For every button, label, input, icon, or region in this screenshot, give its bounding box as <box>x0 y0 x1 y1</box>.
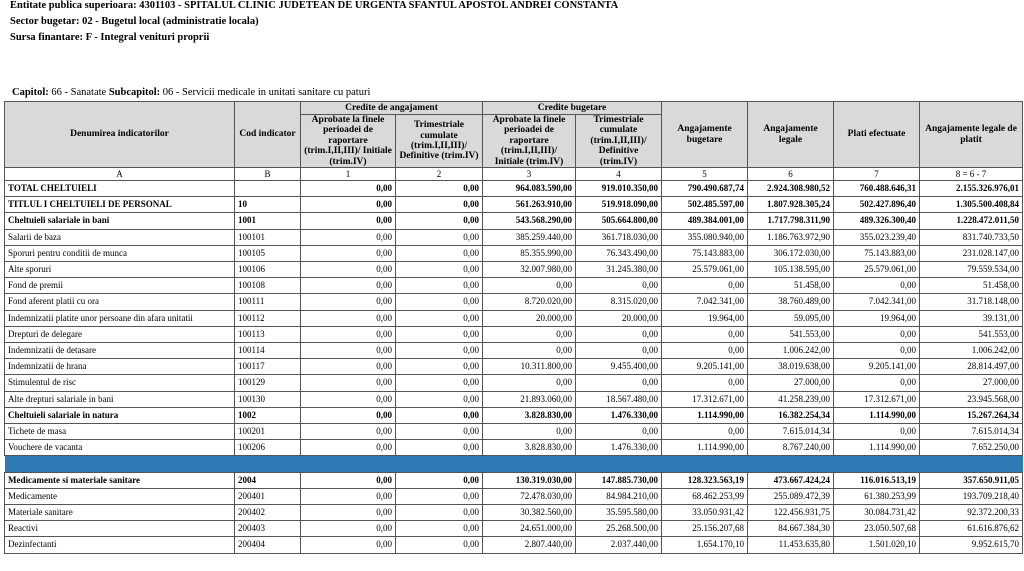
value-cell-c3: 130.319.030,00 <box>483 472 576 488</box>
value-cell-c8: 27.000,00 <box>920 375 1023 391</box>
value-cell-c8: 1.305.500.408,84 <box>920 197 1023 213</box>
value-cell-c4: 919.010.350,00 <box>576 181 662 197</box>
indicator-code-cell: 100111 <box>235 294 301 310</box>
value-cell-c3: 3.828.830,00 <box>483 440 576 456</box>
value-cell-c7: 116.016.513,19 <box>834 472 920 488</box>
indicator-name-cell: Tichete de masa <box>5 424 235 440</box>
value-cell-c6: 2.924.308.980,52 <box>748 181 834 197</box>
value-cell-c5: 75.143.883,00 <box>662 245 748 261</box>
value-cell-c8: 61.616.876,62 <box>920 521 1023 537</box>
value-cell-c5: 1.654.170,10 <box>662 537 748 553</box>
value-cell-c2: 0,00 <box>396 537 483 553</box>
value-cell-c2: 0,00 <box>396 326 483 342</box>
indicator-name-cell: Reactivi <box>5 521 235 537</box>
value-cell-c8: 831.740.733,50 <box>920 229 1023 245</box>
value-cell-c4: 361.718.030,00 <box>576 229 662 245</box>
table-row <box>5 197 1023 213</box>
value-cell-c8: 15.267.264,34 <box>920 407 1023 423</box>
col-header-ang-bugetare: Angajamente bugetare <box>662 102 748 168</box>
value-cell-c7: 502.427.896,40 <box>834 197 920 213</box>
value-cell-c7: 25.579.061,00 <box>834 262 920 278</box>
value-cell-c2: 0,00 <box>396 391 483 407</box>
value-cell-c1: 0,00 <box>301 472 396 488</box>
value-cell-c7: 1.114.990,00 <box>834 440 920 456</box>
value-cell-c3: 385.259.440,00 <box>483 229 576 245</box>
value-cell-c3: 3.828.830,00 <box>483 407 576 423</box>
value-cell-c4: 8.315.020,00 <box>576 294 662 310</box>
value-cell-c1: 0,00 <box>301 359 396 375</box>
indicator-code-cell: 100114 <box>235 343 301 359</box>
value-cell-c7: 7.042.341,00 <box>834 294 920 310</box>
value-cell-c1: 0,00 <box>301 521 396 537</box>
indicator-code-cell: 200401 <box>235 488 301 504</box>
table-row <box>5 440 1023 456</box>
value-cell-c3: 0,00 <box>483 424 576 440</box>
value-cell-c4: 2.037.440,00 <box>576 537 662 553</box>
value-cell-c2: 0,00 <box>396 229 483 245</box>
separator-band <box>5 456 1023 472</box>
indicator-name-cell: Medicamente si materiale sanitare <box>5 472 235 488</box>
value-cell-c6: 1.006.242,00 <box>748 343 834 359</box>
table-row <box>5 537 1023 553</box>
value-cell-c1: 0,00 <box>301 375 396 391</box>
value-cell-c4: 84.984.210,00 <box>576 488 662 504</box>
indicator-code-cell: 100206 <box>235 440 301 456</box>
value-cell-c4: 1.476.330,00 <box>576 407 662 423</box>
indicator-name-cell: Alte sporuri <box>5 262 235 278</box>
col-header-trim-ang: Trimestriale cumulate (trim.I,II,III)/ Definitive (trim.IV) <box>396 115 483 168</box>
value-cell-c6: 16.382.254,34 <box>748 407 834 423</box>
value-cell-c1: 0,00 <box>301 262 396 278</box>
value-cell-c7: 0,00 <box>834 424 920 440</box>
value-cell-c6: 41.258.239,00 <box>748 391 834 407</box>
indicator-name-cell: Cheltuieli salariale in bani <box>5 213 235 229</box>
value-cell-c2: 0,00 <box>396 505 483 521</box>
value-cell-c6: 11.453.635,80 <box>748 537 834 553</box>
value-cell-c2: 0,00 <box>396 310 483 326</box>
value-cell-c2: 0,00 <box>396 521 483 537</box>
value-cell-c7: 0,00 <box>834 326 920 342</box>
value-cell-c1: 0,00 <box>301 505 396 521</box>
value-cell-c2: 0,00 <box>396 262 483 278</box>
funding-source-line: Sursa finantare: F - Integral venituri proprii <box>10 32 210 43</box>
col-header-code: Cod indicator <box>235 102 301 168</box>
value-cell-c7: 760.488.646,31 <box>834 181 920 197</box>
value-cell-c2: 0,00 <box>396 213 483 229</box>
value-cell-c8: 1.228.472.011,50 <box>920 213 1023 229</box>
value-cell-c2: 0,00 <box>396 359 483 375</box>
value-cell-c8: 9.952.615,70 <box>920 537 1023 553</box>
value-cell-c5: 25.579.061,00 <box>662 262 748 278</box>
indicator-name-cell: Stimulentul de risc <box>5 375 235 391</box>
value-cell-c2: 0,00 <box>396 440 483 456</box>
value-cell-c4: 9.455.400,00 <box>576 359 662 375</box>
value-cell-c8: 79.559.534,00 <box>920 262 1023 278</box>
value-cell-c3: 0,00 <box>483 343 576 359</box>
table-row <box>5 472 1023 488</box>
value-cell-c1: 0,00 <box>301 245 396 261</box>
indicator-code-cell: 100108 <box>235 278 301 294</box>
value-cell-c5: 1.114.990,00 <box>662 407 748 423</box>
value-cell-c1: 0,00 <box>301 537 396 553</box>
value-cell-c5: 68.462.253,99 <box>662 488 748 504</box>
value-cell-c2: 0,00 <box>396 278 483 294</box>
indicator-code-cell: 100113 <box>235 326 301 342</box>
indicator-name-cell: Salarii de baza <box>5 229 235 245</box>
value-cell-c3: 21.893.060,00 <box>483 391 576 407</box>
indicator-name-cell: Materiale sanitare <box>5 505 235 521</box>
value-cell-c7: 355.023.239,40 <box>834 229 920 245</box>
value-cell-c3: 0,00 <box>483 278 576 294</box>
value-cell-c1: 0,00 <box>301 278 396 294</box>
table-row <box>5 391 1023 407</box>
table-row <box>5 213 1023 229</box>
indicator-name-cell: TITLUL I CHELTUIELI DE PERSONAL <box>5 197 235 213</box>
indicator-name-cell: Medicamente <box>5 488 235 504</box>
value-cell-c8: 357.650.911,05 <box>920 472 1023 488</box>
value-cell-c1: 0,00 <box>301 229 396 245</box>
value-cell-c3: 20.000,00 <box>483 310 576 326</box>
value-cell-c7: 1.501.020,10 <box>834 537 920 553</box>
value-cell-c4: 76.343.490,00 <box>576 245 662 261</box>
value-cell-c5: 0,00 <box>662 375 748 391</box>
indicator-name-cell: Sporuri pentru conditii de munca <box>5 245 235 261</box>
table-row <box>5 326 1023 342</box>
value-cell-c2: 0,00 <box>396 294 483 310</box>
value-cell-c6: 541.553,00 <box>748 326 834 342</box>
value-cell-c3: 543.568.290,00 <box>483 213 576 229</box>
value-cell-c6: 1.807.928.305,24 <box>748 197 834 213</box>
group-header-bugetare: Credite bugetare <box>483 102 662 115</box>
indicator-name-cell: Indemnizatii de hrana <box>5 359 235 375</box>
value-cell-c4: 519.918.090,00 <box>576 197 662 213</box>
value-cell-c6: 84.667.384,30 <box>748 521 834 537</box>
value-cell-c4: 0,00 <box>576 278 662 294</box>
value-cell-c6: 255.089.472,39 <box>748 488 834 504</box>
table-row <box>5 407 1023 423</box>
column-letter: 3 <box>483 168 576 181</box>
value-cell-c3: 32.007.980,00 <box>483 262 576 278</box>
column-letter: 5 <box>662 168 748 181</box>
table-row <box>5 294 1023 310</box>
value-cell-c5: 790.490.687,74 <box>662 181 748 197</box>
value-cell-c5: 25.156.207,68 <box>662 521 748 537</box>
value-cell-c5: 0,00 <box>662 343 748 359</box>
value-cell-c4: 20.000,00 <box>576 310 662 326</box>
value-cell-c3: 0,00 <box>483 375 576 391</box>
indicator-name-cell: Indemnizatii platite unor persoane din afara unitatii <box>5 310 235 326</box>
indicator-name-cell: Cheltuieli salariale in natura <box>5 407 235 423</box>
value-cell-c7: 0,00 <box>834 278 920 294</box>
value-cell-c7: 17.312.671,00 <box>834 391 920 407</box>
value-cell-c5: 17.312.671,00 <box>662 391 748 407</box>
chapter-label: Capitol: <box>12 87 49 98</box>
value-cell-c1: 0,00 <box>301 424 396 440</box>
group-header-angajament: Credite de angajament <box>301 102 483 115</box>
subchapter-label: Subcapitol: <box>108 87 161 98</box>
value-cell-c4: 505.664.800,00 <box>576 213 662 229</box>
value-cell-c4: 35.595.580,00 <box>576 505 662 521</box>
value-cell-c8: 51.458,00 <box>920 278 1023 294</box>
table-row <box>5 505 1023 521</box>
value-cell-c6: 38.019.638,00 <box>748 359 834 375</box>
indicator-code-cell <box>235 181 301 197</box>
value-cell-c7: 30.084.731,42 <box>834 505 920 521</box>
value-cell-c1: 0,00 <box>301 310 396 326</box>
column-letter-row <box>5 168 1023 181</box>
value-cell-c2: 0,00 <box>396 375 483 391</box>
value-cell-c8: 39.131,00 <box>920 310 1023 326</box>
value-cell-c5: 9.205.141,00 <box>662 359 748 375</box>
column-letter: B <box>235 168 301 181</box>
value-cell-c4: 0,00 <box>576 326 662 342</box>
value-cell-c8: 28.814.497,00 <box>920 359 1023 375</box>
table-row <box>5 521 1023 537</box>
value-cell-c1: 0,00 <box>301 407 396 423</box>
value-cell-c6: 38.760.489,00 <box>748 294 834 310</box>
value-cell-c3: 0,00 <box>483 326 576 342</box>
indicator-code-cell: 100201 <box>235 424 301 440</box>
value-cell-c8: 92.372.200,33 <box>920 505 1023 521</box>
value-cell-c5: 7.042.341,00 <box>662 294 748 310</box>
indicator-code-cell: 100101 <box>235 229 301 245</box>
value-cell-c2: 0,00 <box>396 197 483 213</box>
value-cell-c7: 9.205.141,00 <box>834 359 920 375</box>
value-cell-c8: 1.006.242,00 <box>920 343 1023 359</box>
indicator-code-cell: 200403 <box>235 521 301 537</box>
value-cell-c6: 27.000,00 <box>748 375 834 391</box>
value-cell-c2: 0,00 <box>396 424 483 440</box>
value-cell-c5: 489.384.001,00 <box>662 213 748 229</box>
value-cell-c5: 128.323.563,19 <box>662 472 748 488</box>
value-cell-c7: 0,00 <box>834 375 920 391</box>
value-cell-c5: 1.114.990,00 <box>662 440 748 456</box>
value-cell-c8: 2.155.326.976,01 <box>920 181 1023 197</box>
indicator-name-cell: Dezinfectanti <box>5 537 235 553</box>
table-body-medicines <box>5 472 1023 553</box>
table-row <box>5 359 1023 375</box>
subchapter-value: 06 - Servicii medicale in unitati sanitare cu paturi <box>162 87 371 98</box>
indicator-code-cell: 1001 <box>235 213 301 229</box>
column-letter: 4 <box>576 168 662 181</box>
indicator-name-cell: Vouchere de vacanta <box>5 440 235 456</box>
value-cell-c5: 355.080.940,00 <box>662 229 748 245</box>
value-cell-c6: 105.138.595,00 <box>748 262 834 278</box>
value-cell-c6: 8.767.240,00 <box>748 440 834 456</box>
value-cell-c1: 0,00 <box>301 391 396 407</box>
value-cell-c4: 0,00 <box>576 375 662 391</box>
value-cell-c7: 23.050.507,68 <box>834 521 920 537</box>
table-row <box>5 375 1023 391</box>
value-cell-c2: 0,00 <box>396 181 483 197</box>
chapter-value: 66 - Sanatate <box>51 87 107 98</box>
value-cell-c3: 10.311.800,00 <box>483 359 576 375</box>
value-cell-c1: 0,00 <box>301 294 396 310</box>
value-cell-c2: 0,00 <box>396 472 483 488</box>
value-cell-c7: 61.380.253,99 <box>834 488 920 504</box>
value-cell-c5: 0,00 <box>662 424 748 440</box>
column-letter: 1 <box>301 168 396 181</box>
value-cell-c3: 85.355.990,00 <box>483 245 576 261</box>
value-cell-c1: 0,00 <box>301 488 396 504</box>
value-cell-c7: 75.143.883,00 <box>834 245 920 261</box>
indicator-name-cell: TOTAL CHELTUIELI <box>5 181 235 197</box>
value-cell-c6: 306.172.030,00 <box>748 245 834 261</box>
value-cell-c3: 30.382.560,00 <box>483 505 576 521</box>
indicator-code-cell: 100112 <box>235 310 301 326</box>
column-letter: 8 = 6 - 7 <box>920 168 1023 181</box>
sector-line: Sector bugetar: 02 - Bugetul local (administratie locala) <box>10 16 259 27</box>
col-header-aprobate-bug: Aprobate la finele perioadei de raportare (trim.I,II,III)/ Initiale (trim.IV) <box>483 115 576 168</box>
value-cell-c5: 502.485.597,00 <box>662 197 748 213</box>
col-header-plati: Plati efectuate <box>834 102 920 168</box>
value-cell-c7: 19.964,00 <box>834 310 920 326</box>
value-cell-c7: 0,00 <box>834 343 920 359</box>
value-cell-c1: 0,00 <box>301 181 396 197</box>
value-cell-c7: 1.114.990,00 <box>834 407 920 423</box>
value-cell-c6: 473.667.424,24 <box>748 472 834 488</box>
value-cell-c4: 0,00 <box>576 343 662 359</box>
table-row <box>5 278 1023 294</box>
table-row <box>5 245 1023 261</box>
indicator-code-cell: 100117 <box>235 359 301 375</box>
indicator-code-cell: 200402 <box>235 505 301 521</box>
value-cell-c1: 0,00 <box>301 440 396 456</box>
table-row <box>5 488 1023 504</box>
col-header-aprobate-ang: Aprobate la finele perioadei de raportare (trim.I,II,III)/ Initiale (trim.IV) <box>301 115 396 168</box>
value-cell-c4: 25.268.500,00 <box>576 521 662 537</box>
value-cell-c4: 18.567.480,00 <box>576 391 662 407</box>
value-cell-c8: 31.718.148,00 <box>920 294 1023 310</box>
table-row <box>5 424 1023 440</box>
indicator-code-cell: 100106 <box>235 262 301 278</box>
indicator-name-cell: Indemnizatii de detasare <box>5 343 235 359</box>
col-header-trim-bug: Trimestriale cumulate (trim.I,II,III)/ Definitive (trim.IV) <box>576 115 662 168</box>
value-cell-c5: 0,00 <box>662 278 748 294</box>
value-cell-c7: 489.326.300,40 <box>834 213 920 229</box>
value-cell-c6: 122.456.931,75 <box>748 505 834 521</box>
table-row <box>5 229 1023 245</box>
column-letter: 7 <box>834 168 920 181</box>
value-cell-c2: 0,00 <box>396 488 483 504</box>
indicator-name-cell: Drepturi de delegare <box>5 326 235 342</box>
value-cell-c4: 0,00 <box>576 424 662 440</box>
value-cell-c5: 0,00 <box>662 326 748 342</box>
value-cell-c2: 0,00 <box>396 343 483 359</box>
value-cell-c1: 0,00 <box>301 343 396 359</box>
value-cell-c1: 0,00 <box>301 197 396 213</box>
page-break-separator <box>5 456 1023 472</box>
indicator-code-cell: 100129 <box>235 375 301 391</box>
value-cell-c8: 193.709.218,40 <box>920 488 1023 504</box>
indicator-code-cell: 100105 <box>235 245 301 261</box>
value-cell-c1: 0,00 <box>301 326 396 342</box>
value-cell-c6: 7.615.014,34 <box>748 424 834 440</box>
column-letter: 2 <box>396 168 483 181</box>
value-cell-c2: 0,00 <box>396 245 483 261</box>
value-cell-c8: 231.028.147,00 <box>920 245 1023 261</box>
table-row <box>5 310 1023 326</box>
indicator-name-cell: Fond de premii <box>5 278 235 294</box>
table-body-personnel <box>5 181 1023 456</box>
table-row <box>5 343 1023 359</box>
value-cell-c3: 72.478.030,00 <box>483 488 576 504</box>
value-cell-c3: 964.083.590,00 <box>483 181 576 197</box>
indicator-code-cell: 100130 <box>235 391 301 407</box>
indicator-code-cell: 1002 <box>235 407 301 423</box>
value-cell-c4: 31.245.380,00 <box>576 262 662 278</box>
value-cell-c3: 2.807.440,00 <box>483 537 576 553</box>
value-cell-c8: 23.945.568,00 <box>920 391 1023 407</box>
value-cell-c2: 0,00 <box>396 407 483 423</box>
indicator-name-cell: Alte drepturi salariale in bani <box>5 391 235 407</box>
indicator-code-cell: 10 <box>235 197 301 213</box>
entity-line: Entitate publica superioara: 4301103 - SPITALUL CLINIC JUDETEAN DE URGENTA SFANTUL APOSTOL ANDREI CONSTANTA <box>10 0 619 11</box>
value-cell-c5: 33.050.931,42 <box>662 505 748 521</box>
value-cell-c6: 59.095,00 <box>748 310 834 326</box>
column-letter: A <box>5 168 235 181</box>
indicator-code-cell: 200404 <box>235 537 301 553</box>
value-cell-c3: 8.720.020,00 <box>483 294 576 310</box>
column-letter: 6 <box>748 168 834 181</box>
budget-execution-table <box>4 101 1023 554</box>
chapter-line <box>12 87 370 98</box>
table-row <box>5 181 1023 197</box>
value-cell-c6: 1.717.798.311,90 <box>748 213 834 229</box>
indicator-name-cell: Fond aferent platii cu ora <box>5 294 235 310</box>
value-cell-c6: 1.186.763.972,90 <box>748 229 834 245</box>
value-cell-c3: 561.263.910,00 <box>483 197 576 213</box>
col-header-ang-legale: Angajamente legale <box>748 102 834 168</box>
value-cell-c4: 147.885.730,00 <box>576 472 662 488</box>
col-header-name: Denumirea indicatorilor <box>5 102 235 168</box>
col-header-ang-de-platit: Angajamente legale de platit <box>920 102 1023 168</box>
value-cell-c8: 7.652.250,00 <box>920 440 1023 456</box>
value-cell-c3: 24.651.000,00 <box>483 521 576 537</box>
value-cell-c1: 0,00 <box>301 213 396 229</box>
value-cell-c5: 19.964,00 <box>662 310 748 326</box>
value-cell-c4: 1.476.330,00 <box>576 440 662 456</box>
value-cell-c6: 51.458,00 <box>748 278 834 294</box>
table-row <box>5 262 1023 278</box>
indicator-code-cell: 2004 <box>235 472 301 488</box>
value-cell-c8: 7.615.014,34 <box>920 424 1023 440</box>
value-cell-c8: 541.553,00 <box>920 326 1023 342</box>
